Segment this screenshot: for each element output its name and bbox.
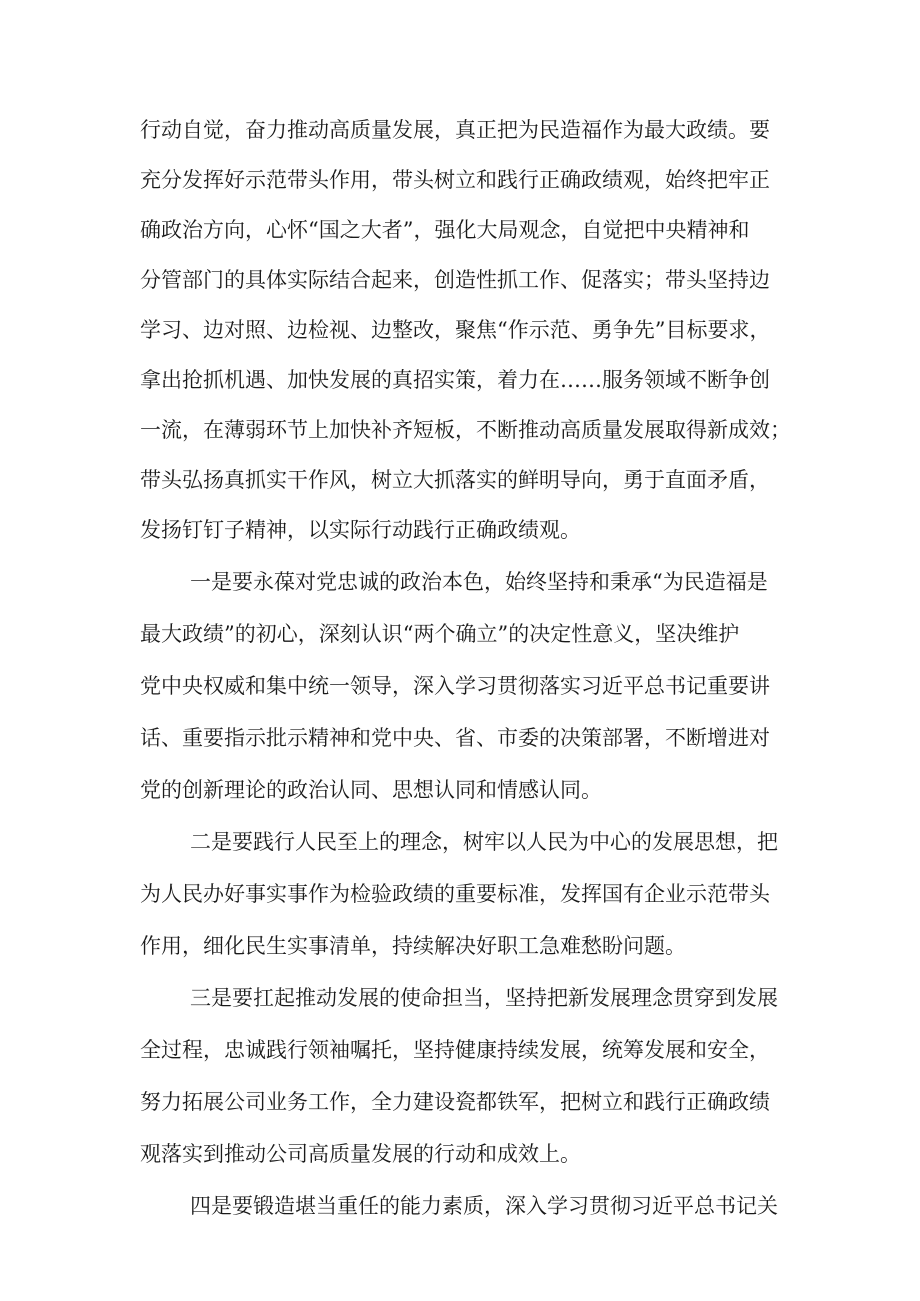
text-line: 一是要永葆对党忠诚的政治本色，始终坚持和秉承“为民造福是 [190, 570, 768, 594]
text-line: 一流，在薄弱环节上加快补齐短板，不断推动高质量发展取得新成效； [140, 418, 791, 442]
text-line: 行动自觉，奋力推动高质量发展，真正把为民造福作为最大政绩。要 [140, 118, 770, 142]
text-line: 党中央权威和集中统一领导，深入学习贯彻落实习近平总书记重要讲 [140, 674, 770, 698]
text-line: 全过程，忠诚践行领袖嘱托，坚持健康持续发展，统筹发展和安全， [140, 1038, 770, 1062]
text-line: 党的创新理论的政治认同、思想认同和情感认同。 [140, 778, 602, 802]
text-line: 话、重要指示批示精神和党中央、省、市委的决策部署，不断增进对 [140, 726, 770, 750]
text-line: 发扬钉钉子精神，以实际行动践行正确政绩观。 [140, 518, 581, 542]
text-line: 为人民办好事实事作为检验政绩的重要标准，发挥国有企业示范带头 [140, 882, 770, 906]
text-line: 带头弘扬真抓实干作风，树立大抓落实的鲜明导向，勇于直面矛盾， [140, 468, 770, 492]
text-line: 二是要践行人民至上的理念，树牢以人民为中心的发展思想，把 [190, 830, 778, 854]
text-line: 分管部门的具体实际结合起来，创造性抓工作、促落实；带头坚持边 [140, 268, 770, 292]
text-line: 学习、边对照、边检视、边整改，聚焦“作示范、勇争先”目标要求， [140, 318, 771, 342]
text-line: 观落实到推动公司高质量发展的行动和成效上。 [140, 1142, 581, 1166]
text-line: 四是要锻造堪当重任的能力素质，深入学习贯彻习近平总书记关 [190, 1194, 778, 1218]
text-line: 作用，细化民生实事清单，持续解决好职工急难愁盼问题。 [140, 934, 686, 958]
text-line: 拿出抢抓机遇、加快发展的真招实策，着力在……服务领域不断争创 [140, 368, 770, 392]
text-line: 确政治方向，心怀“国之大者”，强化大局观念，自觉把中央精神和 [140, 218, 750, 242]
text-line: 最大政绩”的初心，深刻认识“两个确立”的决定性意义，坚决维护 [140, 622, 740, 646]
text-line: 努力拓展公司业务工作，全力建设瓷都铁军，把树立和践行正确政绩 [140, 1090, 770, 1114]
text-line: 充分发挥好示范带头作用，带头树立和践行正确政绩观，始终把牢正 [140, 168, 770, 192]
text-line: 三是要扛起推动发展的使命担当，坚持把新发展理念贯穿到发展 [190, 986, 778, 1010]
